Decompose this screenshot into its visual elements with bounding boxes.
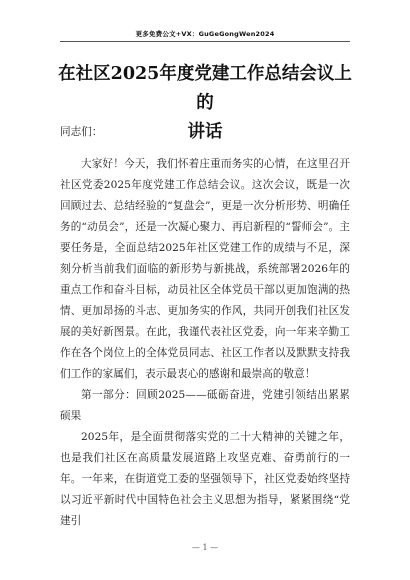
salutation: 同志们： <box>60 126 103 138</box>
body-paragraph-opening: 大家好！今天，我们怀着庄重而务实的心情，在这里召开社区党委2025年度党建工作总结会议。这次会议，既是一次回顾过去、总结经验的“复盘会”，更是一次分析形势、明确任务的“动员会”，还是一次凝心聚力、再启新程的“誓师会”。主要任务是，全面总结2025年社区党建工作的成绩与不足，深刻分析当前我们面临的新形势与新挑战，系统部署2026年的重点工作和奋斗目标，动员社区全体党员干部以更加饱满的热情、更加昂扬的斗志、更加务实的作风，共同开创我们社区发展的美好新图景。在此，我谨代表社区党委，向一年来辛勤工作在各个岗位上的全体党员同志、社区工作者以及默默支持我们工作的家属们，表示最衷心的感谢和最崇高的敬意！ <box>60 158 350 380</box>
header-note: 更多免费公文+VX：GuGeGongWen2024 <box>135 30 275 38</box>
paragraph-gap <box>60 143 350 154</box>
document-title-line-1: 在社区2025年度党建工作总结会议上的 <box>58 64 352 113</box>
body-paragraph-review: 2025年，是全面贯彻落实党的二十大精神的关键之年，也是我们社区在高质量发展道路上攻坚克难、奋勇前行的一年。一年来，在街道党工委的坚强领导下，社区党委始终坚持以习近平新时代中国特色社会主义思想为指导，紧紧围绕“党建引 <box>60 431 350 527</box>
document-body <box>60 122 350 532</box>
document-title-line-2: 讲话 <box>187 122 223 142</box>
section-heading: 第一部分：回顾2025——砥砺奋进，党建引领结出累累硕果 <box>60 389 350 422</box>
header-divider <box>60 41 350 42</box>
page-number: — 1 — <box>191 543 219 552</box>
